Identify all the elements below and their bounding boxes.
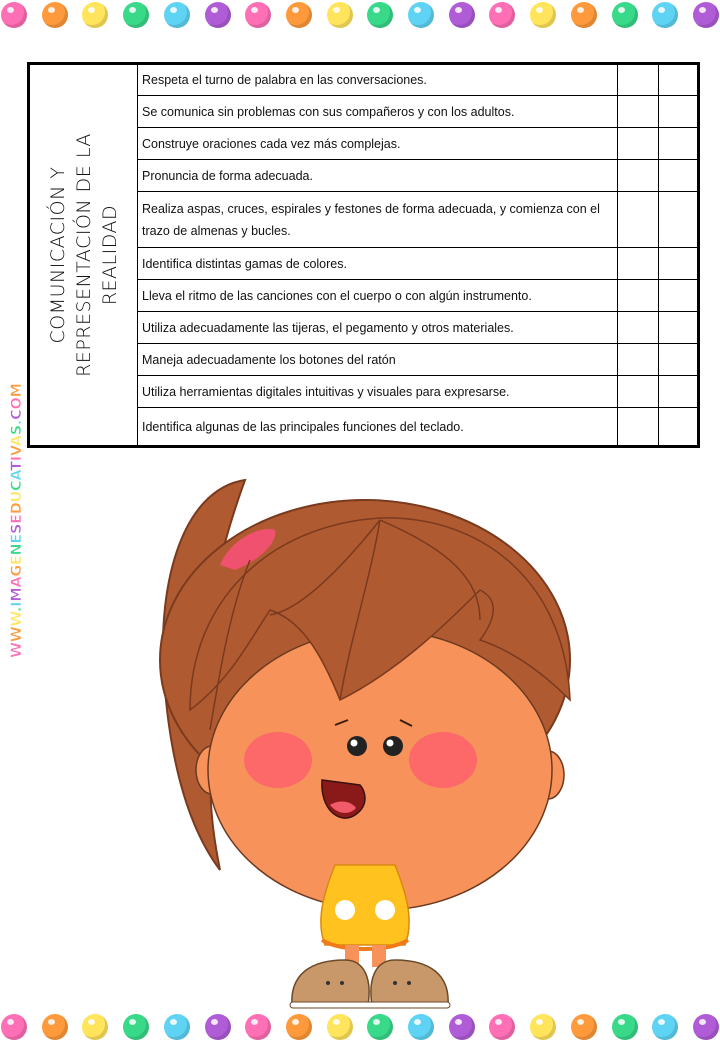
decorative-dot bbox=[286, 1014, 312, 1040]
check-cell-2[interactable] bbox=[659, 312, 697, 344]
check-cell-2[interactable] bbox=[659, 248, 697, 280]
decorative-dot bbox=[612, 1014, 638, 1040]
check-cell-1[interactable] bbox=[618, 96, 659, 128]
watermark-text: WWW.IMAGENESEDUCATIVAS.COM bbox=[9, 383, 25, 658]
criterion-text: Construye oraciones cada vez más complejas. bbox=[138, 128, 618, 160]
dress bbox=[321, 865, 409, 945]
decorative-dot bbox=[693, 2, 719, 28]
area-header-cell bbox=[30, 65, 138, 445]
decorative-dot bbox=[571, 2, 597, 28]
decorative-dot bbox=[1, 1014, 27, 1040]
check-cell-2[interactable] bbox=[659, 280, 697, 312]
decorative-dot bbox=[449, 1014, 475, 1040]
criterion-text: Se comunica sin problemas con sus compañeros y con los adultos. bbox=[138, 96, 618, 128]
decorative-dot bbox=[408, 1014, 434, 1040]
check-cell-2[interactable] bbox=[659, 344, 697, 376]
bottom-dot-border bbox=[0, 1012, 720, 1042]
decorative-dot bbox=[42, 2, 68, 28]
check-cell-1[interactable] bbox=[618, 376, 659, 408]
check-cell-1[interactable] bbox=[618, 344, 659, 376]
decorative-dot bbox=[449, 2, 475, 28]
check-cell-2[interactable] bbox=[659, 160, 697, 192]
watermark-logo bbox=[2, 360, 28, 660]
decorative-dot bbox=[82, 2, 108, 28]
check-cell-1[interactable] bbox=[618, 248, 659, 280]
decorative-dot bbox=[652, 2, 678, 28]
decorative-dot bbox=[123, 1014, 149, 1040]
decorative-dot bbox=[693, 1014, 719, 1040]
decorative-dot bbox=[164, 1014, 190, 1040]
decorative-dot bbox=[612, 2, 638, 28]
decorative-dot bbox=[367, 1014, 393, 1040]
criterion-text: Identifica algunas de las principales funciones del teclado. bbox=[138, 408, 618, 445]
decorative-dot bbox=[164, 2, 190, 28]
top-dot-border bbox=[0, 0, 720, 30]
decorative-dot bbox=[489, 2, 515, 28]
decorative-dot bbox=[82, 1014, 108, 1040]
check-cell-1[interactable] bbox=[618, 65, 659, 96]
criterion-text: Lleva el ritmo de las canciones con el cuerpo o con algún instrumento. bbox=[138, 280, 618, 312]
decorative-dot bbox=[245, 1014, 271, 1040]
decorative-dot bbox=[1, 2, 27, 28]
decorative-dot bbox=[327, 1014, 353, 1040]
left-shoe bbox=[292, 960, 369, 1005]
check-cell-2[interactable] bbox=[659, 192, 697, 248]
area-title: COMUNICACIÓN Y REPRESENTACIÓN DE LA REALIDAD bbox=[46, 133, 121, 377]
criterion-text: Identifica distintas gamas de colores. bbox=[138, 248, 618, 280]
decorative-dot bbox=[530, 2, 556, 28]
decorative-dot bbox=[123, 2, 149, 28]
decorative-dot bbox=[327, 2, 353, 28]
decorative-dot bbox=[286, 2, 312, 28]
check-cell-1[interactable] bbox=[618, 192, 659, 248]
check-cell-1[interactable] bbox=[618, 128, 659, 160]
check-cell-2[interactable] bbox=[659, 376, 697, 408]
check-cell-2[interactable] bbox=[659, 128, 697, 160]
decorative-dot bbox=[571, 1014, 597, 1040]
check-cell-1[interactable] bbox=[618, 312, 659, 344]
check-cell-2[interactable] bbox=[659, 408, 697, 445]
left-cheek bbox=[244, 732, 312, 788]
evaluation-table bbox=[27, 62, 700, 448]
right-eye bbox=[383, 736, 403, 756]
check-cell-1[interactable] bbox=[618, 408, 659, 445]
girl-illustration bbox=[150, 470, 580, 1015]
criterion-text: Utiliza adecuadamente las tijeras, el pegamento y otros materiales. bbox=[138, 312, 618, 344]
decorative-dot bbox=[408, 2, 434, 28]
right-cheek bbox=[409, 732, 477, 788]
criterion-text: Realiza aspas, cruces, espirales y festones de forma adecuada, y comienza con el trazo de almenas y bucles. bbox=[138, 192, 618, 248]
decorative-dot bbox=[205, 1014, 231, 1040]
criterion-text: Maneja adecuadamente los botones del ratón bbox=[138, 344, 618, 376]
left-eye bbox=[347, 736, 367, 756]
decorative-dot bbox=[367, 2, 393, 28]
decorative-dot bbox=[245, 2, 271, 28]
decorative-dot bbox=[530, 1014, 556, 1040]
decorative-dot bbox=[652, 1014, 678, 1040]
criterion-text: Utiliza herramientas digitales intuitivas y visuales para expresarse. bbox=[138, 376, 618, 408]
decorative-dot bbox=[489, 1014, 515, 1040]
decorative-dot bbox=[42, 1014, 68, 1040]
side-watermark bbox=[2, 360, 28, 660]
check-cell-2[interactable] bbox=[659, 96, 697, 128]
check-cell-1[interactable] bbox=[618, 280, 659, 312]
criterion-text: Pronuncia de forma adecuada. bbox=[138, 160, 618, 192]
check-cell-1[interactable] bbox=[618, 160, 659, 192]
decorative-dot bbox=[205, 2, 231, 28]
check-cell-2[interactable] bbox=[659, 65, 697, 96]
criterion-text: Respeta el turno de palabra en las conversaciones. bbox=[138, 65, 618, 96]
